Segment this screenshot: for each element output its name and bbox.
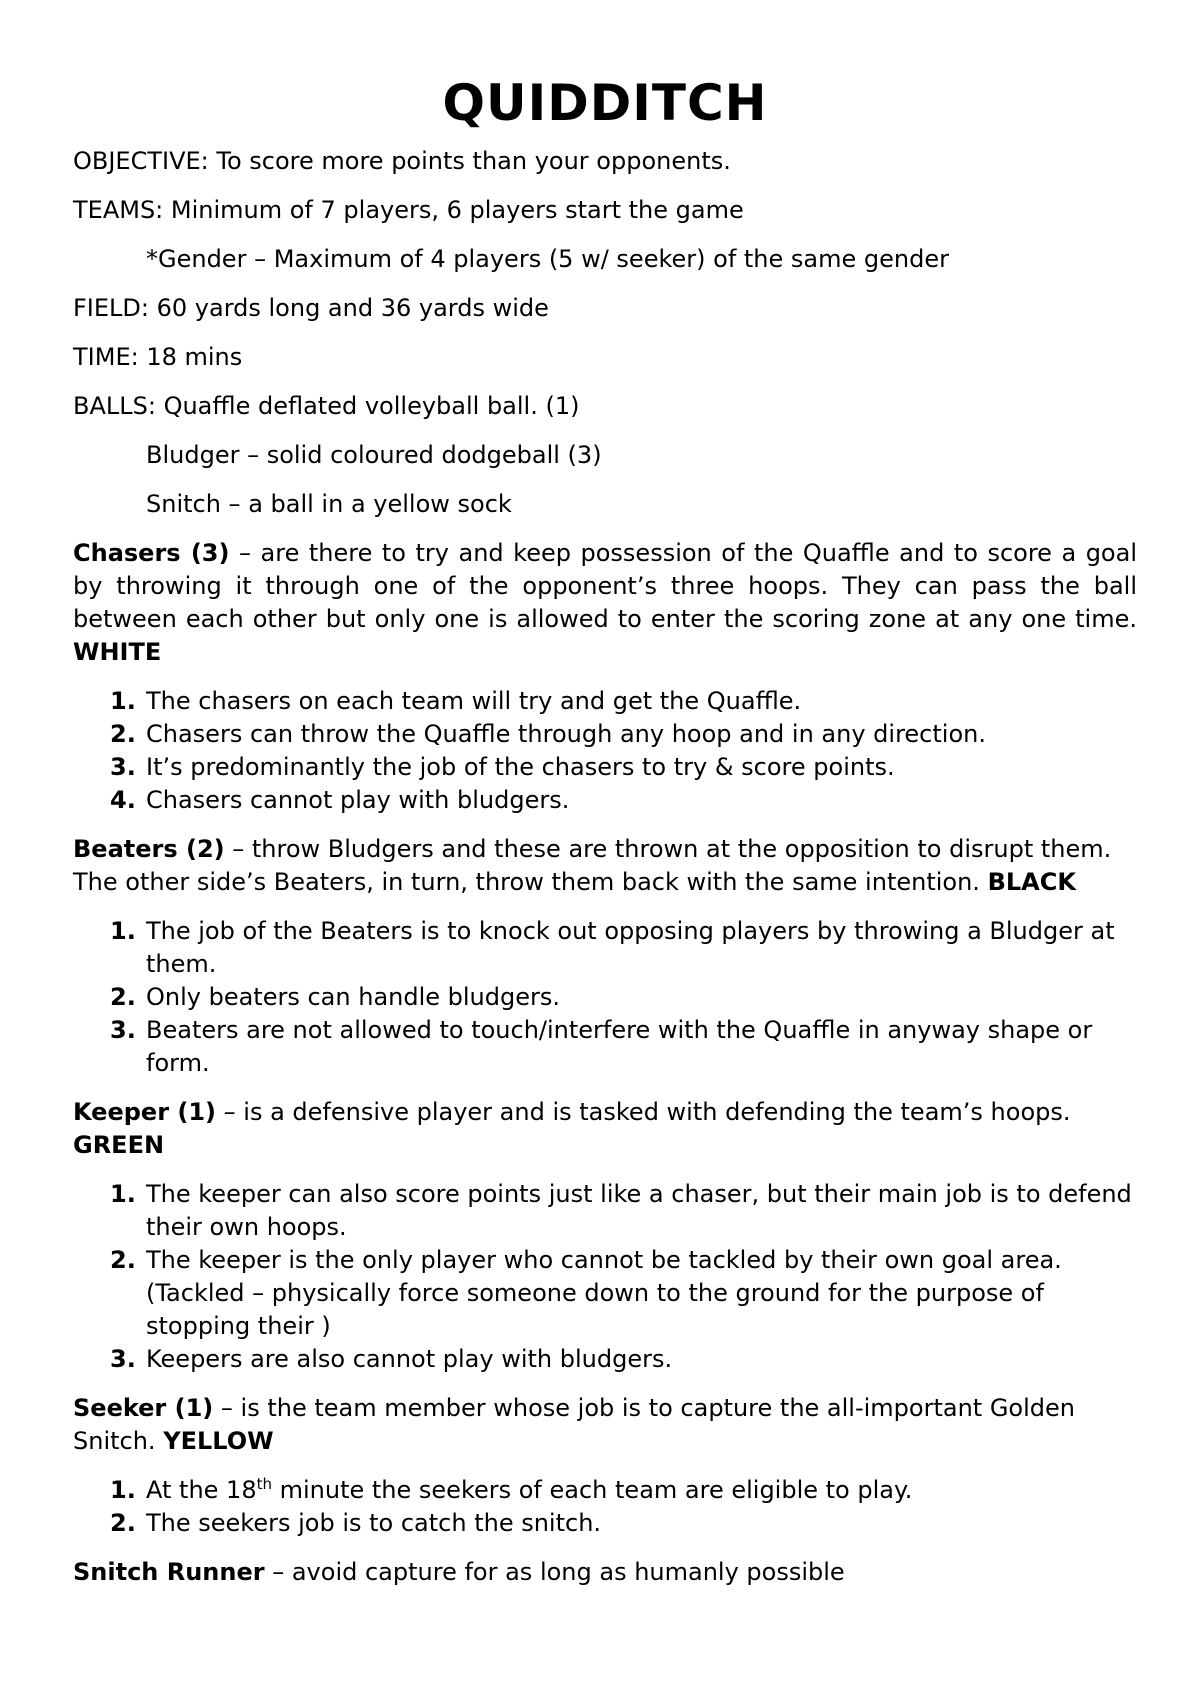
beaters-paragraph bbox=[73, 833, 1137, 899]
beaters-list bbox=[73, 915, 1137, 1080]
time-line: TIME: 18 mins bbox=[73, 343, 243, 371]
snitch-runner-heading: Snitch Runner bbox=[73, 1558, 265, 1586]
list-number: 2. bbox=[110, 1509, 136, 1537]
chasers-heading: Chasers (3) bbox=[73, 539, 230, 567]
list-number: 3. bbox=[110, 753, 136, 781]
list-item-text-start: At the 18 bbox=[146, 1476, 257, 1504]
list-number: 2. bbox=[110, 1246, 136, 1274]
ordinal-superscript: th bbox=[256, 1475, 272, 1493]
list-number: 3. bbox=[110, 1016, 136, 1044]
list-item bbox=[73, 915, 1137, 981]
list-number: 1. bbox=[110, 1476, 136, 1504]
seeker-list bbox=[73, 1474, 1137, 1540]
keeper-description: – is a defensive player and is tasked with defending the team’s hoops. bbox=[216, 1098, 1071, 1126]
seeker-paragraph bbox=[73, 1392, 1137, 1458]
snitch-line: Snitch – a ball in a yellow sock bbox=[146, 490, 512, 518]
keeper-color: GREEN bbox=[73, 1131, 165, 1159]
list-item bbox=[73, 1343, 1137, 1376]
beaters-heading: Beaters (2) bbox=[73, 835, 225, 863]
snitch-runner-description: – avoid capture for as long as humanly possible bbox=[264, 1558, 845, 1586]
list-item bbox=[73, 1178, 1137, 1244]
chasers-color: WHITE bbox=[73, 638, 162, 666]
list-number: 1. bbox=[110, 917, 136, 945]
chasers-list bbox=[73, 685, 1137, 817]
page-title: QUIDDITCH bbox=[442, 74, 768, 132]
beaters-description: – throw Bludgers and these are thrown at the opposition to disrupt them. The other side’s Beaters, in turn, throw them back with the same intention. bbox=[73, 835, 1112, 896]
list-item bbox=[73, 784, 1137, 817]
balls-line: BALLS: Quaffle deflated volleyball ball. (1) bbox=[73, 392, 580, 420]
seeker-heading: Seeker (1) bbox=[73, 1394, 214, 1422]
list-number: 4. bbox=[110, 786, 136, 814]
teams-line: TEAMS: Minimum of 7 players, 6 players start the game bbox=[73, 196, 744, 224]
chasers-paragraph bbox=[73, 537, 1137, 669]
list-item bbox=[73, 751, 1137, 784]
list-item-text: The keeper can also score points just like a chaser, but their main job is to defend their own hoops. bbox=[146, 1180, 1132, 1241]
list-number: 2. bbox=[110, 720, 136, 748]
list-number: 2. bbox=[110, 983, 136, 1011]
list-item-text: It’s predominantly the job of the chasers to try & score points. bbox=[146, 753, 895, 781]
list-item-text-end: minute the seekers of each team are eligible to play. bbox=[271, 1476, 913, 1504]
list-item bbox=[73, 981, 1137, 1014]
list-item bbox=[73, 1014, 1137, 1080]
list-item bbox=[73, 718, 1137, 751]
list-number: 1. bbox=[110, 1180, 136, 1208]
list-item-text: The chasers on each team will try and get the Quaffle. bbox=[146, 687, 802, 715]
list-number: 1. bbox=[110, 687, 136, 715]
list-item-text: Chasers can throw the Quaffle through any hoop and in any direction. bbox=[146, 720, 986, 748]
bludger-line: Bludger – solid coloured dodgeball (3) bbox=[146, 441, 602, 469]
keeper-list bbox=[73, 1178, 1137, 1376]
objective-line: OBJECTIVE: To score more points than your opponents. bbox=[73, 147, 731, 175]
keeper-heading: Keeper (1) bbox=[73, 1098, 217, 1126]
list-item-text: Keepers are also cannot play with bludgers. bbox=[146, 1345, 673, 1373]
list-item-text: Beaters are not allowed to touch/interfere with the Quaffle in anyway shape or form. bbox=[146, 1016, 1093, 1077]
seeker-description: – is the team member whose job is to capture the all-important Golden Snitch. bbox=[73, 1394, 1075, 1455]
list-item bbox=[73, 1244, 1137, 1343]
list-item-text: The seekers job is to catch the snitch. bbox=[146, 1509, 602, 1537]
document-page bbox=[73, 70, 1137, 1605]
field-line: FIELD: 60 yards long and 36 yards wide bbox=[73, 294, 549, 322]
list-item bbox=[73, 1474, 1137, 1507]
list-item bbox=[73, 685, 1137, 718]
list-item-text: The job of the Beaters is to knock out opposing players by throwing a Bludger at them. bbox=[146, 917, 1115, 978]
snitch-runner-paragraph bbox=[73, 1556, 1137, 1589]
list-item-text: Chasers cannot play with bludgers. bbox=[146, 786, 570, 814]
chasers-description: – are there to try and keep possession of the Quaffle and to score a goal by throwing it through one of the opponent’s three hoops. They can pass the ball between each other but only one is allowed to enter the scoring zone at any one time. bbox=[73, 539, 1137, 633]
keeper-paragraph bbox=[73, 1096, 1137, 1162]
beaters-color: BLACK bbox=[987, 868, 1076, 896]
list-number: 3. bbox=[110, 1345, 136, 1373]
list-item bbox=[73, 1507, 1137, 1540]
seeker-color: YELLOW bbox=[163, 1427, 274, 1455]
list-item-text: The keeper is the only player who cannot be tackled by their own goal area. (Tackled – physically force someone down to the ground for the purpose of stopping their ) bbox=[146, 1246, 1062, 1340]
list-item-text: Only beaters can handle bludgers. bbox=[146, 983, 560, 1011]
gender-line: *Gender – Maximum of 4 players (5 w/ seeker) of the same gender bbox=[146, 245, 949, 273]
